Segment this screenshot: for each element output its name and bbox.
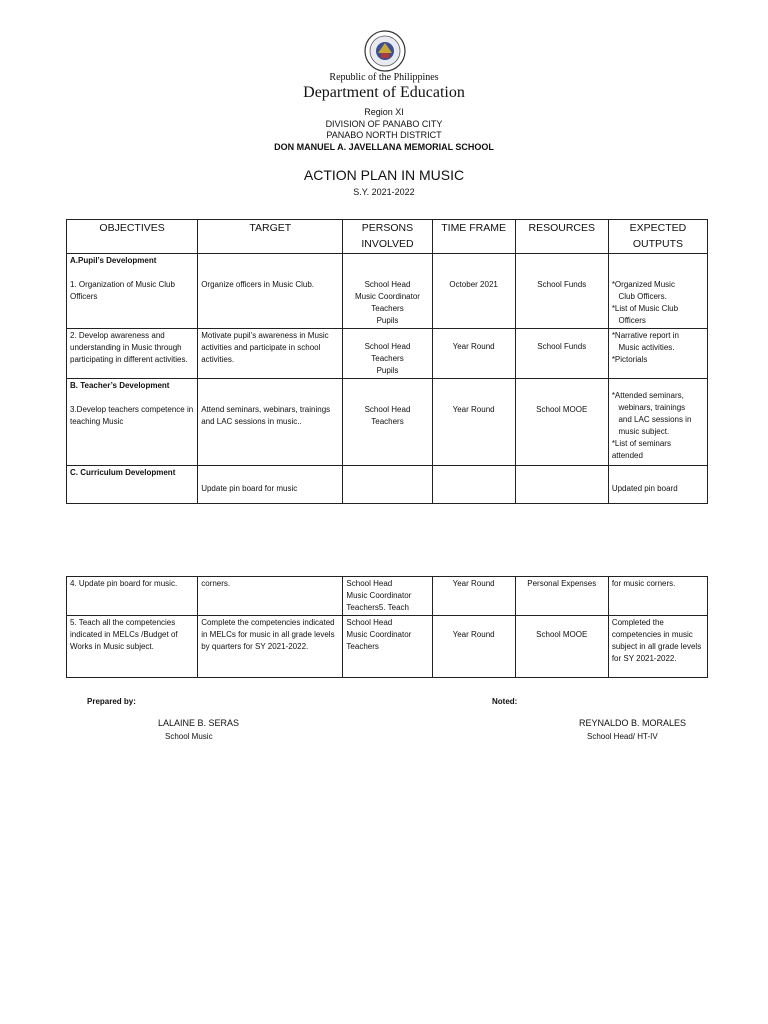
objective-cell: 5. Teach all the competencies indicated in MELCs /Budget of Works in Music subject. bbox=[67, 616, 198, 678]
deped-seal bbox=[364, 30, 406, 72]
target-cell bbox=[198, 254, 343, 329]
resources-cell bbox=[515, 616, 608, 678]
target-cell: Complete the competencies indicated in MELCs for music in all grade levels by quarters for SY 2021-2022. bbox=[198, 616, 343, 678]
resources-cell bbox=[515, 329, 608, 379]
persons-text: School Head Teachers bbox=[364, 405, 411, 426]
table-row bbox=[67, 466, 708, 504]
resources-text: School Funds bbox=[537, 280, 587, 289]
table-header-row bbox=[67, 220, 708, 254]
objective-cell: 4. Update pin board for music. bbox=[67, 577, 198, 616]
objective-cell bbox=[67, 379, 198, 466]
action-plan-table bbox=[66, 219, 708, 504]
target-cell bbox=[198, 466, 343, 504]
objective-cell bbox=[67, 254, 198, 329]
resources-cell bbox=[515, 254, 608, 329]
section-heading: A.Pupil’s Development bbox=[70, 256, 157, 265]
outputs-cell bbox=[608, 379, 707, 466]
time-cell bbox=[432, 616, 515, 678]
resources-text: School Funds bbox=[537, 342, 587, 351]
time-cell bbox=[432, 379, 515, 466]
header-outputs: EXPECTED OUTPUTS bbox=[608, 220, 707, 254]
outputs-text: *Organized Music Club Officers. *List of Music Club Officers bbox=[611, 280, 679, 325]
outputs-cell bbox=[608, 254, 707, 329]
header-time-frame: TIME FRAME bbox=[432, 220, 515, 254]
preparer-name: LALAINE B. SERAS bbox=[158, 718, 240, 728]
resources-text: School MOOE bbox=[536, 630, 588, 639]
time-text: Year Round bbox=[452, 405, 495, 414]
resources-cell bbox=[515, 379, 608, 466]
table-row bbox=[67, 616, 708, 678]
department-name: Department of Education bbox=[303, 84, 465, 101]
region-line: Region XI bbox=[364, 107, 404, 117]
persons-text: School Head Music Coordinator Teachers Pupils bbox=[355, 280, 420, 325]
target-cell: Motivate pupil’s awareness in Music activities and participate in school activities. bbox=[198, 329, 343, 379]
table-row bbox=[67, 329, 708, 379]
time-cell: Year Round bbox=[432, 577, 515, 616]
time-cell bbox=[432, 254, 515, 329]
time-cell bbox=[432, 466, 515, 504]
target-cell: corners. bbox=[198, 577, 343, 616]
table-row bbox=[67, 254, 708, 329]
resources-cell bbox=[515, 466, 608, 504]
school-year: S.Y. 2021-2022 bbox=[353, 187, 415, 197]
district-line: PANABO NORTH DISTRICT bbox=[326, 130, 442, 140]
outputs-text: *Attended seminars, webinars, trainings and LAC sessions in music subject. *List of seminars attended bbox=[611, 391, 692, 460]
outputs-cell: Completed the competencies in music subject in all grade levels for SY 2021-2022. bbox=[608, 616, 707, 678]
outputs-cell: for music corners. bbox=[608, 577, 707, 616]
header-resources: RESOURCES bbox=[515, 220, 608, 254]
section-heading: C. Curriculum Development bbox=[70, 468, 176, 477]
target-text: Update pin board for music bbox=[201, 484, 298, 493]
outputs-cell bbox=[608, 329, 707, 379]
header-objectives: OBJECTIVES bbox=[67, 220, 198, 254]
persons-cell: School Head Music Coordinator Teachers bbox=[343, 616, 432, 678]
objective-cell: 2. Develop awareness and understanding in Music through participating in different activities. bbox=[67, 329, 198, 379]
table-row bbox=[67, 577, 708, 616]
persons-cell bbox=[343, 379, 432, 466]
section-heading: B. Teacher’s Development bbox=[70, 381, 170, 390]
outputs-text: Updated pin board bbox=[611, 484, 678, 493]
time-text: October 2021 bbox=[449, 280, 498, 289]
noter-role: School Head/ HT-IV bbox=[587, 732, 658, 741]
noter-name: REYNALDO B. MORALES bbox=[579, 718, 687, 728]
school-name: DON MANUEL A. JAVELLANA MEMORIAL SCHOOL bbox=[274, 142, 494, 152]
time-cell bbox=[432, 329, 515, 379]
division-line: DIVISION OF PANABO CITY bbox=[325, 119, 443, 129]
persons-cell bbox=[343, 329, 432, 379]
action-plan-table-continued bbox=[66, 576, 708, 678]
outputs-cell bbox=[608, 466, 707, 504]
target-text: Attend seminars, webinars, trainings and LAC sessions in music.. bbox=[201, 405, 331, 426]
target-text: Organize officers in Music Club. bbox=[201, 280, 314, 289]
preparer-role: School Music bbox=[165, 732, 213, 741]
objective-text: 1. Organization of Music Club Officers bbox=[70, 280, 175, 301]
persons-text: School Head Teachers Pupils bbox=[364, 342, 411, 375]
header-persons: PERSONS INVOLVED bbox=[343, 220, 432, 254]
persons-cell bbox=[343, 466, 432, 504]
outputs-text: *Narrative report in Music activities. *Pictorials bbox=[611, 331, 679, 364]
persons-cell: School Head Music Coordinator Teachers5. Teach bbox=[343, 577, 432, 616]
noted-label: Noted: bbox=[492, 697, 518, 706]
table-row bbox=[67, 379, 708, 466]
target-cell bbox=[198, 379, 343, 466]
prepared-by-label: Prepared by: bbox=[87, 697, 136, 706]
persons-cell bbox=[343, 254, 432, 329]
header-target: TARGET bbox=[198, 220, 343, 254]
time-text: Year Round bbox=[452, 630, 495, 639]
objective-cell bbox=[67, 466, 198, 504]
republic-line: Republic of the Philippines bbox=[329, 72, 439, 83]
resources-cell: Personal Expenses bbox=[515, 577, 608, 616]
objective-text: 3.Develop teachers competence in teaching Music bbox=[70, 405, 194, 426]
document-title: ACTION PLAN IN MUSIC bbox=[303, 167, 465, 183]
resources-text: School MOOE bbox=[536, 405, 588, 414]
time-text: Year Round bbox=[452, 342, 495, 351]
